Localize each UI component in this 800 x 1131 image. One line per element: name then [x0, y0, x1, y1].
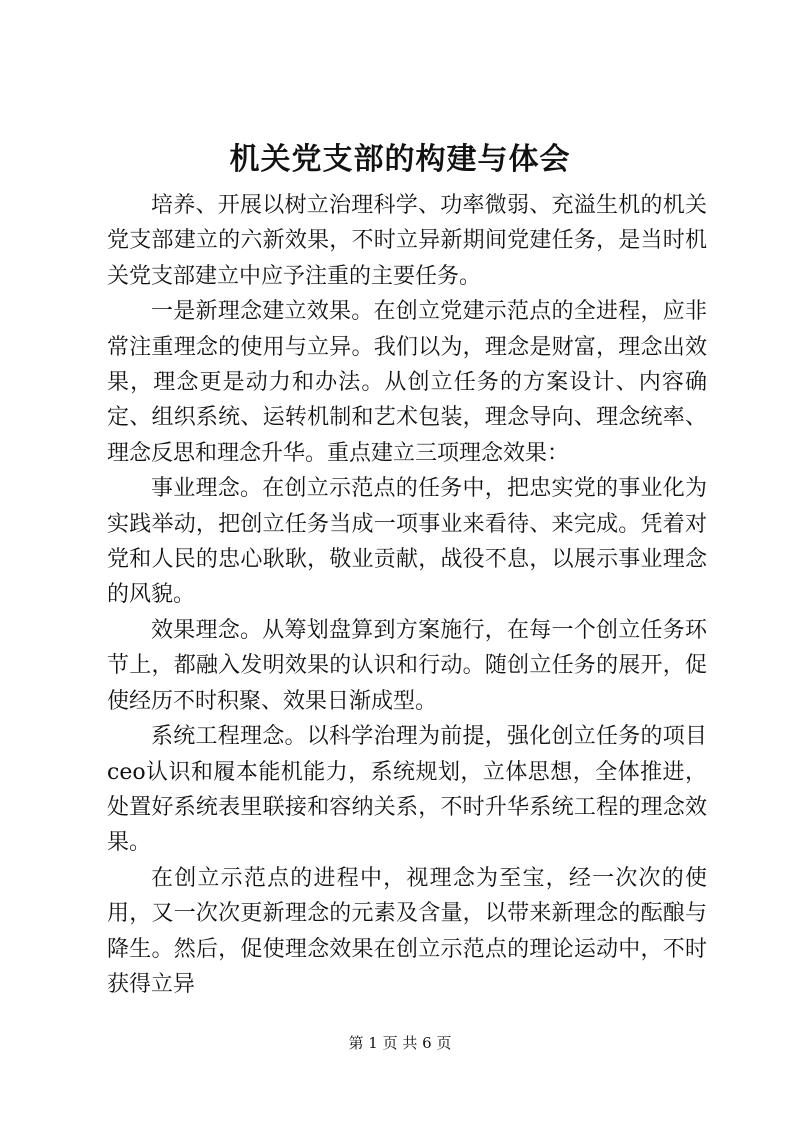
page-footer: 第 1 页 共 6 页	[348, 1034, 452, 1052]
paragraph-effect-concept: 效果理念。从筹划盘算到方案施行，在每一个创立任务环节上，都融入发明效果的认识和行动。随创立任务的展开，促使经历不时积聚、效果日渐成型。	[107, 617, 707, 714]
paragraph-system-concept: 系统工程理念。以科学治理为前提，强化创立任务的项目ceo认识和履本能机能力，系统规划，立体思想，全体推进，处置好系统表里联接和容纳关系，不时升华系统工程的理念效果。	[107, 724, 707, 856]
document-title: 机关党支部的构建与体会	[229, 142, 571, 177]
paragraph-intro: 培养、开展以树立治理科学、功率微弱、充溢生机的机关党支部建立的六新效果，不时立异新期间党建任务，是当时机关党支部建立中应予注重的主要任务。	[107, 193, 707, 289]
paragraph-process: 在创立示范点的进程中，视理念为至宝，经一次次的使用，又一次次更新理念的元素及含量，以带来新理念的酝酿与降生。然后，促使理念效果在创立示范点的理论运动中，不时获得立异	[107, 865, 707, 997]
paragraph-new-concept: 一是新理念建立效果。在创立党建示范点的全进程，应非常注重理念的使用与立异。我们以为，理念是财富，理念出效果，理念更是动力和办法。从创立任务的方案设计、内容确定、组织系统、运转机制和艺术包装，理念导向、理念统率、理念反思和理念升华。重点建立三项理念效果：	[107, 299, 707, 466]
paragraph-career-concept: 事业理念。在创立示范点的任务中，把忠实党的事业化为实践举动，把创立任务当成一项事业来看待、来完成。凭着对党和人民的忠心耿耿，敬业贡献，战役不息，以展示事业理念的风貌。	[107, 476, 707, 608]
document-body	[107, 188, 707, 1002]
